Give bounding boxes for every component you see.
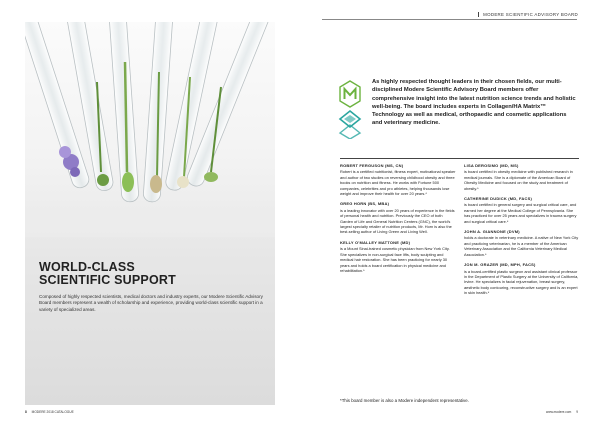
- modere-m-logo-icon: [340, 81, 360, 107]
- test-tubes-photo: [25, 22, 275, 405]
- member-bio: is board certified in obesity medicine with published research in medical journals. She is a diplomate of the American Board of Obesity Medicine and focused on the study and treatment of obesity.*: [464, 169, 573, 191]
- member-bio: is a Mount Sinai-trained cosmetic physician from New York City. She specializes in non-surgical face lifts, body sculpting and medical hair restoration. She has been practicing for nearly 30 years and holds a board certification in physical medicine and rehabilitation.*: [340, 246, 450, 273]
- footnote: *This board member is also a Modere independent representative.: [340, 398, 469, 403]
- right-page-number: 9: [576, 410, 578, 414]
- hero-title-line1: WORLD-CLASS: [39, 260, 135, 274]
- left-folio-text: MODERE 2018 CATALOGUE: [31, 410, 74, 414]
- member-name: KELLY O'MALLEY MATTONE (MD): [340, 239, 411, 245]
- brand-logos: [338, 79, 362, 139]
- board-intro: As highly respected thought leaders in their chosen fields, our multi-disciplined Modere Scientific Advisory Board members offer comprehensive insight into the latest nutrition science trends and holistic well-being. The board includes experts in Collagen/HA Matrix™ Technology as well as medical, orthopaedic and cosmetic applications and veterinary medicine.: [372, 79, 576, 127]
- member-name: JON M. GRAZER (MD, MPH, FACS): [464, 262, 536, 268]
- member-name: JOHN A. GIANNONE (DVM): [464, 229, 520, 235]
- bio-entry: [464, 262, 580, 295]
- section-divider: [340, 158, 579, 159]
- right-folio: [546, 410, 578, 414]
- left-folio: [25, 410, 74, 414]
- bio-entry: [464, 196, 580, 224]
- bio-column-2: [464, 163, 580, 301]
- header-rule: [322, 19, 577, 20]
- bio-entry: [464, 163, 580, 191]
- bio-entry: [464, 229, 580, 257]
- member-name: ROBERT FERGUSON (MS, CN): [340, 163, 404, 168]
- test-tubes-illustration: [25, 22, 275, 405]
- member-name: CATHERINE DUDICK (MD, FACS): [464, 196, 532, 202]
- left-page-number: 8: [25, 410, 27, 414]
- member-name: LISA DEROSIMO (MD, MS): [464, 163, 519, 168]
- bio-column-1: [340, 163, 456, 278]
- hero-description: Composed of highly respected scientists, medical doctors and industry experts, our Modere Scientific Advisory Board members represent a wealth of scholarship and experience, providing world-class scientific support in a variety of specialized areas.: [39, 294, 263, 312]
- section-header-label: MODERE SCIENTIFIC ADVISORY BOARD: [478, 12, 578, 17]
- member-name: GREG HORN (BS, MBA): [340, 201, 390, 207]
- bio-entry: [340, 201, 456, 234]
- hero-title-line2: SCIENTIFIC SUPPORT: [39, 273, 176, 287]
- member-bio: is board certified in general surgery and surgical critical care, and earned her degree at the Medical College of Pennsylvania. She has practiced for over 25 years and specializes in trauma surgery and surgical critical care.*: [464, 202, 577, 224]
- right-folio-text: www.modere.com: [545, 410, 572, 414]
- collagen-matrix-logo-icon: [340, 111, 360, 139]
- bio-entry: [340, 163, 456, 196]
- member-bio: holds a doctorate in veterinary medicine. A native of New York City and practicing veterinarian, he is a member of the American Veterinary Association and the California Veterinary Medical Association.*: [464, 235, 579, 257]
- hero-title: [39, 261, 269, 287]
- bio-entry: [340, 240, 456, 273]
- member-bio: is a leading innovator with over 20 years of experience in the fields of personal health and nutrition. Previously the CEO of both Garden of Life and General Nutrition Centers (GNC), the world's largest specialty retailer of nutrition products, Mr. Horn is also the best-selling author of Living Green and Living Well.: [340, 207, 455, 235]
- member-bio: is a board-certified plastic surgeon and assistant clinical professor in the Department of Plastic Surgery at the University of California, Irvine. He specializes in facial rejuvenation, breast surgery, aesthetic body contouring, reconstructive surgery and is an expert in skin health.*: [464, 268, 579, 296]
- member-bio: Robert is a certified nutritionist, fitness expert, motivational speaker and author of two studies on reversing childhood obesity and three books on nutrition and fitness. He works with Fortune 500 companies, celebrities and pro athletes, helping thousands lose weight and improve their health for over 20 years.*: [340, 169, 456, 197]
